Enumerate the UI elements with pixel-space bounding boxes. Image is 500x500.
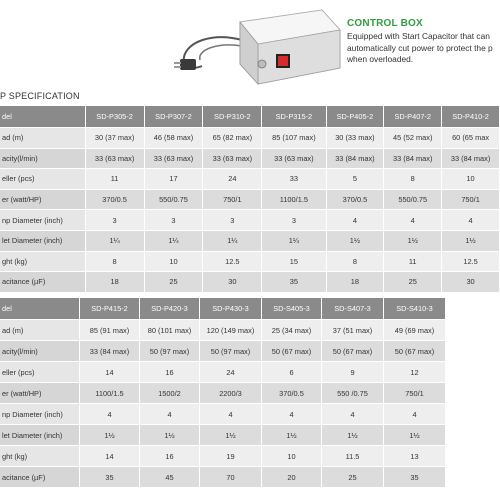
table-cell: 3 (145, 210, 204, 231)
table-cell: 65 (82 max) (203, 128, 262, 149)
table-cell: 1500/2 (140, 383, 200, 404)
table-cell: 25 (34 max) (262, 320, 322, 341)
table-cell: 30 (33 max) (327, 128, 385, 149)
table-cell: 4 (384, 210, 442, 231)
table-cell: 35 (384, 467, 446, 488)
table-cell: 11 (86, 169, 145, 190)
table-row (0, 190, 500, 211)
table-row (0, 425, 446, 446)
row-label: np Diameter (inch) (0, 210, 86, 231)
table-row (0, 149, 500, 170)
row-label: er (watt/HP) (0, 383, 80, 404)
model-header: SD-P410-2 (442, 106, 500, 128)
control-box-desc-line-3: when overloaded. (347, 54, 414, 64)
table-cell: 1½ (327, 231, 385, 252)
row-label: ght (kg) (0, 252, 86, 273)
table-cell: 60 (65 max (442, 128, 500, 149)
table-cell: 33 (84 max) (442, 149, 500, 170)
row-label: np Diameter (inch) (0, 404, 80, 425)
table-cell: 25 (384, 272, 442, 293)
table-cell: 33 (262, 169, 326, 190)
row-label: ad (m) (0, 128, 86, 149)
table-cell: 12.5 (203, 252, 262, 273)
table-cell: 1¼ (203, 231, 262, 252)
table-cell: 4 (140, 404, 200, 425)
row-label-model: del (0, 106, 86, 128)
table-cell: 1¼ (145, 231, 204, 252)
table-cell: 750/1 (442, 190, 500, 211)
control-box-desc-line-1: Equipped with Start Capacitor that can (347, 31, 490, 41)
table-cell: 30 (203, 272, 262, 293)
spec-section-title: P SPECIFICATION (0, 91, 80, 101)
table-row (0, 467, 446, 488)
table-cell: 85 (107 max) (262, 128, 326, 149)
table-cell: 30 (37 max) (86, 128, 145, 149)
table-cell: 1¼ (262, 231, 326, 252)
table-cell: 13 (384, 446, 446, 467)
table-row (0, 362, 446, 383)
table-cell: 4 (200, 404, 262, 425)
table-cell: 120 (149 max) (200, 320, 262, 341)
table-row (0, 169, 500, 190)
table-cell: 5 (327, 169, 385, 190)
table-cell: 15 (262, 252, 326, 273)
table-row (0, 272, 500, 293)
model-header: SD-P310-2 (203, 106, 262, 128)
table-cell: 1½ (384, 231, 442, 252)
row-label: acity(l/min) (0, 149, 86, 170)
control-box-image (172, 2, 342, 87)
table-cell: 25 (322, 467, 384, 488)
table-cell: 11.5 (322, 446, 384, 467)
row-label: let Diameter (inch) (0, 425, 80, 446)
table-row (0, 320, 446, 341)
table-cell: 50 (67 max) (384, 341, 446, 362)
table-cell: 1½ (200, 425, 262, 446)
table-cell: 30 (442, 272, 500, 293)
table-cell: 70 (200, 467, 262, 488)
table-cell: 1½ (442, 231, 500, 252)
table-cell: 33 (63 max) (86, 149, 145, 170)
model-header: SD-P420-3 (140, 298, 200, 320)
table-cell: 370/0.5 (86, 190, 145, 211)
row-label: ght (kg) (0, 446, 80, 467)
control-box-desc-line-2: automatically cut power to protect the p (347, 42, 493, 53)
table-cell: 45 (140, 467, 200, 488)
table-cell: 85 (91 max) (80, 320, 140, 341)
table-cell: 37 (51 max) (322, 320, 384, 341)
model-header: SD-P415-2 (80, 298, 140, 320)
table-cell: 550/0.75 (384, 190, 442, 211)
model-header: SD-P407-2 (384, 106, 442, 128)
table-cell: 25 (145, 272, 204, 293)
table-cell: 45 (52 max) (384, 128, 442, 149)
row-label: ad (m) (0, 320, 80, 341)
table-cell: 35 (80, 467, 140, 488)
table-cell: 8 (86, 252, 145, 273)
table-header-row (0, 298, 446, 320)
table-header-row (0, 106, 500, 128)
row-label: acitance (µF) (0, 467, 80, 488)
table-cell: 4 (384, 404, 446, 425)
row-label-model: del (0, 298, 80, 320)
model-header: SD-P430-3 (200, 298, 262, 320)
table-cell: 1½ (384, 425, 446, 446)
spec-table-1 (0, 106, 500, 293)
table-cell: 50 (97 max) (140, 341, 200, 362)
model-header: SD-P305-2 (86, 106, 145, 128)
table-cell: 35 (262, 272, 326, 293)
table-cell: 19 (200, 446, 262, 467)
table-cell: 14 (80, 446, 140, 467)
table-cell: 12 (384, 362, 446, 383)
row-label: acitance (µF) (0, 272, 86, 293)
table-cell: 8 (327, 252, 385, 273)
table-cell: 9 (322, 362, 384, 383)
table-cell: 33 (63 max) (262, 149, 326, 170)
table-cell: 24 (200, 362, 262, 383)
table-cell: 370/0.5 (327, 190, 385, 211)
model-header: SD-S407-3 (322, 298, 384, 320)
table-cell: 4 (327, 210, 385, 231)
table-cell: 1½ (80, 425, 140, 446)
table-cell: 3 (262, 210, 326, 231)
table-cell: 4 (442, 210, 500, 231)
table-cell: 46 (58 max) (145, 128, 204, 149)
table-cell: 10 (262, 446, 322, 467)
control-box-title: CONTROL BOX (347, 18, 423, 29)
table-cell: 3 (203, 210, 262, 231)
table-cell: 1100/1.5 (262, 190, 326, 211)
table-cell: 10 (145, 252, 204, 273)
table-cell: 2200/3 (200, 383, 262, 404)
table-row (0, 446, 446, 467)
table-cell: 50 (97 max) (200, 341, 262, 362)
table-cell: 18 (86, 272, 145, 293)
table-cell: 4 (80, 404, 140, 425)
table-cell: 33 (84 max) (80, 341, 140, 362)
table-row (0, 252, 500, 273)
table-cell: 8 (384, 169, 442, 190)
table-cell: 16 (140, 362, 200, 383)
table-row (0, 383, 446, 404)
row-label: acity(l/min) (0, 341, 80, 362)
model-header: SD-P315-2 (262, 106, 326, 128)
table-cell: 80 (101 max) (140, 320, 200, 341)
table-cell: 550/0.75 (145, 190, 204, 211)
table-cell: 50 (67 max) (322, 341, 384, 362)
table-row (0, 231, 500, 252)
table-cell: 750/1 (384, 383, 446, 404)
model-header: SD-P405-2 (327, 106, 385, 128)
table-cell: 50 (67 max) (262, 341, 322, 362)
table-cell: 1½ (140, 425, 200, 446)
row-label: eller (pcs) (0, 362, 80, 383)
table-cell: 12.5 (442, 252, 500, 273)
table-cell: 6 (262, 362, 322, 383)
table-cell: 33 (63 max) (145, 149, 204, 170)
row-label: er (watt/HP) (0, 190, 86, 211)
table-cell: 11 (384, 252, 442, 273)
table-cell: 750/1 (203, 190, 262, 211)
table-cell: 33 (84 max) (384, 149, 442, 170)
table-cell: 18 (327, 272, 385, 293)
table-cell: 1¼ (86, 231, 145, 252)
row-label: eller (pcs) (0, 169, 86, 190)
table-cell: 4 (322, 404, 384, 425)
table-cell: 4 (262, 404, 322, 425)
table-cell: 1½ (262, 425, 322, 446)
table-cell: 24 (203, 169, 262, 190)
model-header: SD-S410-3 (384, 298, 446, 320)
table-cell: 20 (262, 467, 322, 488)
table-cell: 1100/1.5 (80, 383, 140, 404)
table-cell: 14 (80, 362, 140, 383)
table-cell: 17 (145, 169, 204, 190)
table-cell: 49 (69 max) (384, 320, 446, 341)
table-cell: 550 /0.75 (322, 383, 384, 404)
model-header: SD-S405-3 (262, 298, 322, 320)
table-cell: 33 (63 max) (203, 149, 262, 170)
table-cell: 33 (84 max) (327, 149, 385, 170)
table-cell: 1½ (322, 425, 384, 446)
table-cell: 16 (140, 446, 200, 467)
row-label: let Diameter (inch) (0, 231, 86, 252)
model-header: SD-P307-2 (145, 106, 204, 128)
table-cell: 370/0.5 (262, 383, 322, 404)
table-cell: 10 (442, 169, 500, 190)
spec-table-2 (0, 298, 446, 488)
table-row (0, 341, 446, 362)
control-box-description (347, 31, 500, 66)
table-row (0, 404, 446, 425)
table-cell: 3 (86, 210, 145, 231)
table-row (0, 210, 500, 231)
table-row (0, 128, 500, 149)
